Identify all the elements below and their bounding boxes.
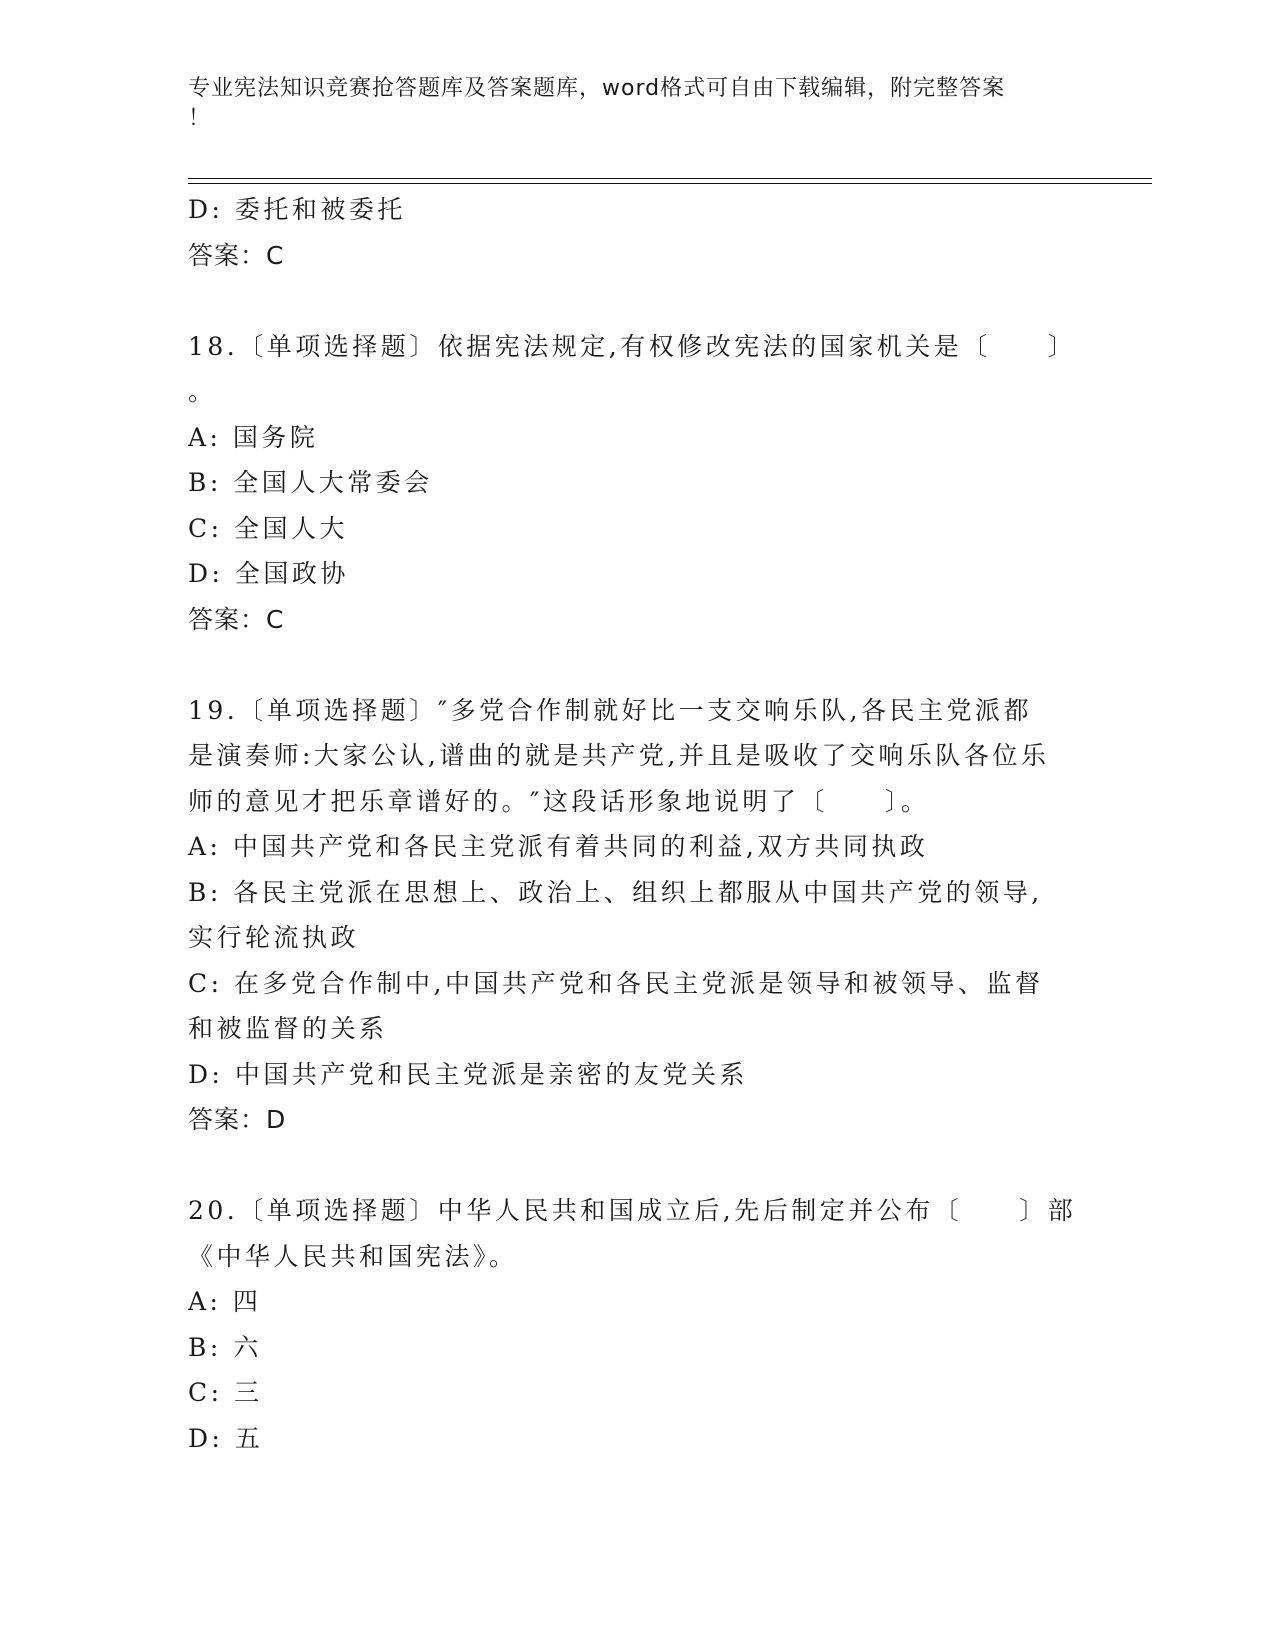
header-title-line-1: 专业宪法知识竞赛抢答题库及答案题库，word格式可自由下载编辑，附完整答案: [188, 76, 1006, 101]
question-stem-line: 《中华人民共和国宪法》。: [188, 1241, 518, 1271]
question-stem-line: 18.〔单项选择题〕依据宪法规定,有权修改宪法的国家机关是〔 〕: [188, 331, 1077, 361]
option-d: D: 全国政协: [188, 559, 349, 588]
option-b: B: 各民主党派在思想上、政治上、组织上都服从中国共产党的领导,: [188, 877, 1043, 907]
answer-line: 答案：D: [188, 1105, 287, 1134]
answer-line: 答案：C: [188, 240, 285, 270]
question-stem-line: 师的意见才把乐章谱好的。″这段话形象地说明了〔 〕。: [188, 786, 930, 816]
question-stem-line: 20.〔单项选择题〕中华人民共和国成立后,先后制定并公布〔 〕部: [188, 1196, 1077, 1225]
document-page: [188, 0, 1148, 1650]
question-19: [188, 688, 1088, 1143]
option-d: D: 五: [188, 1423, 264, 1453]
option-b-continued: 实行轮流执政: [188, 923, 360, 952]
option-c: C: 全国人大: [188, 513, 348, 543]
option-b: B: 全国人大常委会: [188, 468, 433, 497]
option-c: C: 三: [188, 1378, 263, 1407]
header-divider-bottom: [188, 183, 1152, 184]
question-stem-line: 。: [188, 377, 217, 406]
option-d: D: 委托和被委托: [188, 195, 406, 224]
question-content: [188, 187, 1088, 1461]
header-title-line-2: ！: [188, 106, 212, 131]
spacer: [188, 1143, 1088, 1189]
header-divider-top: [188, 178, 1152, 179]
question-stem-line: 19.〔单项选择题〕″多党合作制就好比一支交响乐队,各民主党派都: [188, 695, 1033, 725]
option-a: A: 中国共产党和各民主党派有着共同的利益,双方共同执政: [188, 832, 929, 861]
option-d: D: 中国共产党和民主党派是亲密的友党关系: [188, 1059, 748, 1089]
answer-line: 答案：C: [188, 604, 285, 634]
question-18: [188, 324, 1088, 643]
question-stem-line: 是演奏师:大家公认,谱曲的就是共产党,并且是吸收了交响乐队各位乐: [188, 741, 1050, 770]
option-c-continued: 和被监督的关系: [188, 1014, 388, 1043]
question-17-tail: [188, 187, 1088, 278]
option-a: A: 四: [188, 1287, 262, 1316]
option-c: C: 在多党合作制中,中国共产党和各民主党派是领导和被领导、监督: [188, 968, 1044, 998]
page-header: [188, 74, 1088, 134]
spacer: [188, 642, 1088, 688]
question-20: [188, 1188, 1088, 1461]
option-b: B: 六: [188, 1332, 262, 1362]
spacer: [188, 278, 1088, 324]
option-a: A: 国务院: [188, 422, 319, 452]
